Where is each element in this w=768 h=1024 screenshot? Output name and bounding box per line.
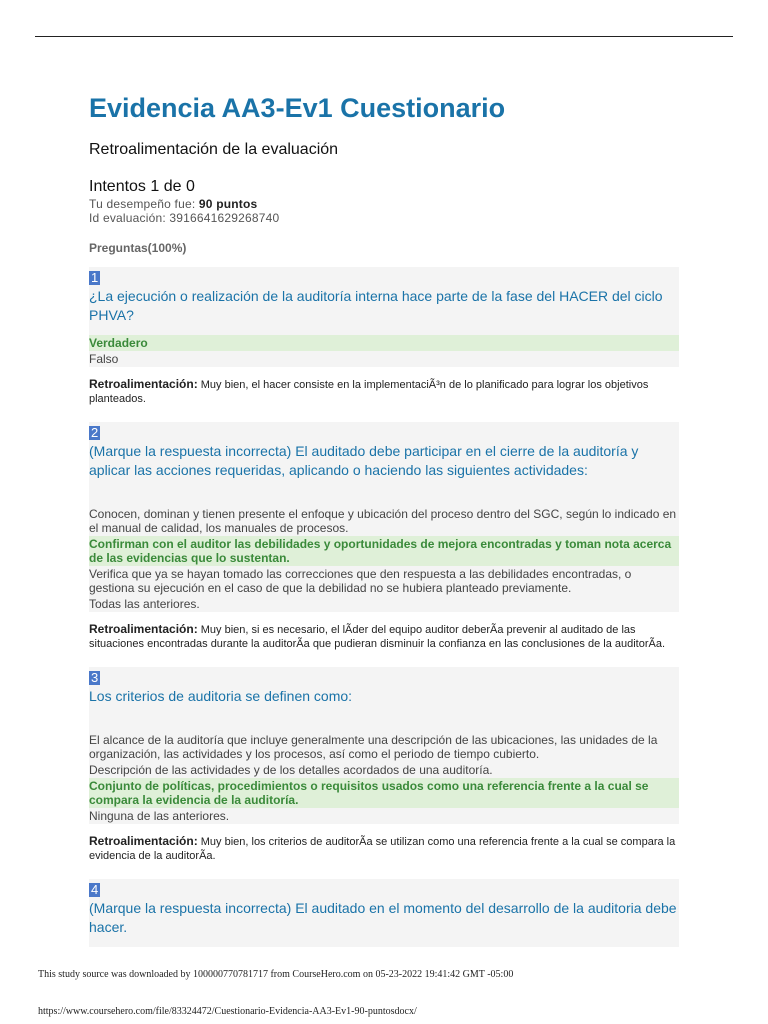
attempts-count: Intentos 1 de 0: [89, 178, 195, 195]
question-text: ¿La ejecución o realización de la auditoría interna hace parte de la fase del HACER del ciclo PHVA?: [89, 288, 663, 323]
answer-option: Ninguna de las anteriores.: [89, 808, 679, 824]
performance-line: [89, 197, 679, 211]
answer-option: Falso: [89, 351, 679, 367]
question-1-header: [89, 267, 679, 335]
question-text: Los criterios de auditoria se definen como:: [89, 688, 353, 704]
feedback-text: Muy bien, el hacer consiste en la implementaciÃ³n de lo planificado para lograr los objetivos planteados.: [89, 379, 649, 405]
answer-option: Verifica que ya se hayan tomado las correcciones que den respuesta a las debilidades encontradas, o gestiona su ejecución en el caso de que la debilidad no se hubiera planteado previamente.: [89, 566, 679, 596]
question-2-header: [89, 422, 679, 506]
feedback-text: Muy bien, los criterios de auditorÃa se utilizan como una referencia frente a la cual se compara la evidencia de la auditorÃa.: [89, 836, 676, 862]
questions-heading: Preguntas(100%): [89, 241, 187, 255]
question-3-header: [89, 667, 679, 732]
question-4-header: [89, 879, 679, 947]
answer-option: Todas las anteriores.: [89, 596, 679, 612]
performance-value: 90 puntos: [198, 197, 258, 211]
question-text: (Marque la respuesta incorrecta) El auditado en el momento del desarrollo de la auditoria debe hacer.: [89, 900, 677, 935]
evaluation-id: Id evaluación: 3916641629268740: [89, 211, 280, 225]
performance-label: Tu desempeño fue:: [89, 197, 196, 211]
feedback: [89, 377, 679, 410]
feedback-label: Retroalimentación:: [89, 834, 198, 848]
question-number-badge: 2: [91, 425, 99, 440]
evaluation-content: [89, 92, 679, 947]
answer-option: Conocen, dominan y tienen presente el enfoque y ubicación del proceso dentro del SGC, según lo indicado en el manual de calidad, los manuales de procesos.: [89, 506, 679, 536]
feedback-label: Retroalimentación:: [89, 622, 198, 636]
answer-option: Descripción de las actividades y de los detalles acordados de una auditoría.: [89, 762, 679, 778]
question-text: (Marque la respuesta incorrecta) El auditado debe participar en el cierre de la auditoría y aplicar las acciones requeridas, aplicando o haciendo las siguientes actividades:: [89, 443, 639, 478]
page-subtitle: Retroalimentación de la evaluación: [89, 141, 339, 158]
answer-option: El alcance de la auditoría que incluye generalmente una descripción de las ubicaciones, las unidades de la organización, las actividades y los procesos, así como el periodo de tiempo cubierto.: [89, 732, 679, 762]
source-url[interactable]: https://www.coursehero.com/file/83324472/Cuestionario-Evidencia-AA3-Ev1-90-puntosdocx/: [38, 1006, 417, 1017]
answer-option-correct: Conjunto de políticas, procedimientos o requisitos usados como una referencia frente a la cual se compara la evidencia de la auditoría.: [89, 778, 679, 808]
feedback: [89, 622, 679, 655]
answer-option-correct: Confirman con el auditor las debilidades y oportunidades de mejora encontradas y toman nota acerca de las evidencias que lo sustentan.: [89, 536, 679, 566]
question-number-badge: 1: [91, 270, 99, 285]
feedback: [89, 834, 679, 867]
answer-option-correct: Verdadero: [89, 335, 679, 351]
page-title: Evidencia AA3-Ev1 Cuestionario: [89, 93, 506, 123]
feedback-label: Retroalimentación:: [89, 377, 198, 391]
feedback-text: Muy bien, si es necesario, el lÃder del equipo auditor deberÃa prevenir al auditado de las situaciones encontradas durante la auditorÃa que pudieran disminuir la confianza en las conclusiones de la auditorÃa.: [89, 624, 666, 650]
question-number-badge: 4: [91, 882, 99, 897]
top-divider: [35, 36, 733, 37]
download-source-note: This study source was downloaded by 100000770781717 from CourseHero.com on 05-23-2022 19:41:42 GMT -05:00: [38, 969, 514, 980]
question-number-badge: 3: [91, 670, 99, 685]
